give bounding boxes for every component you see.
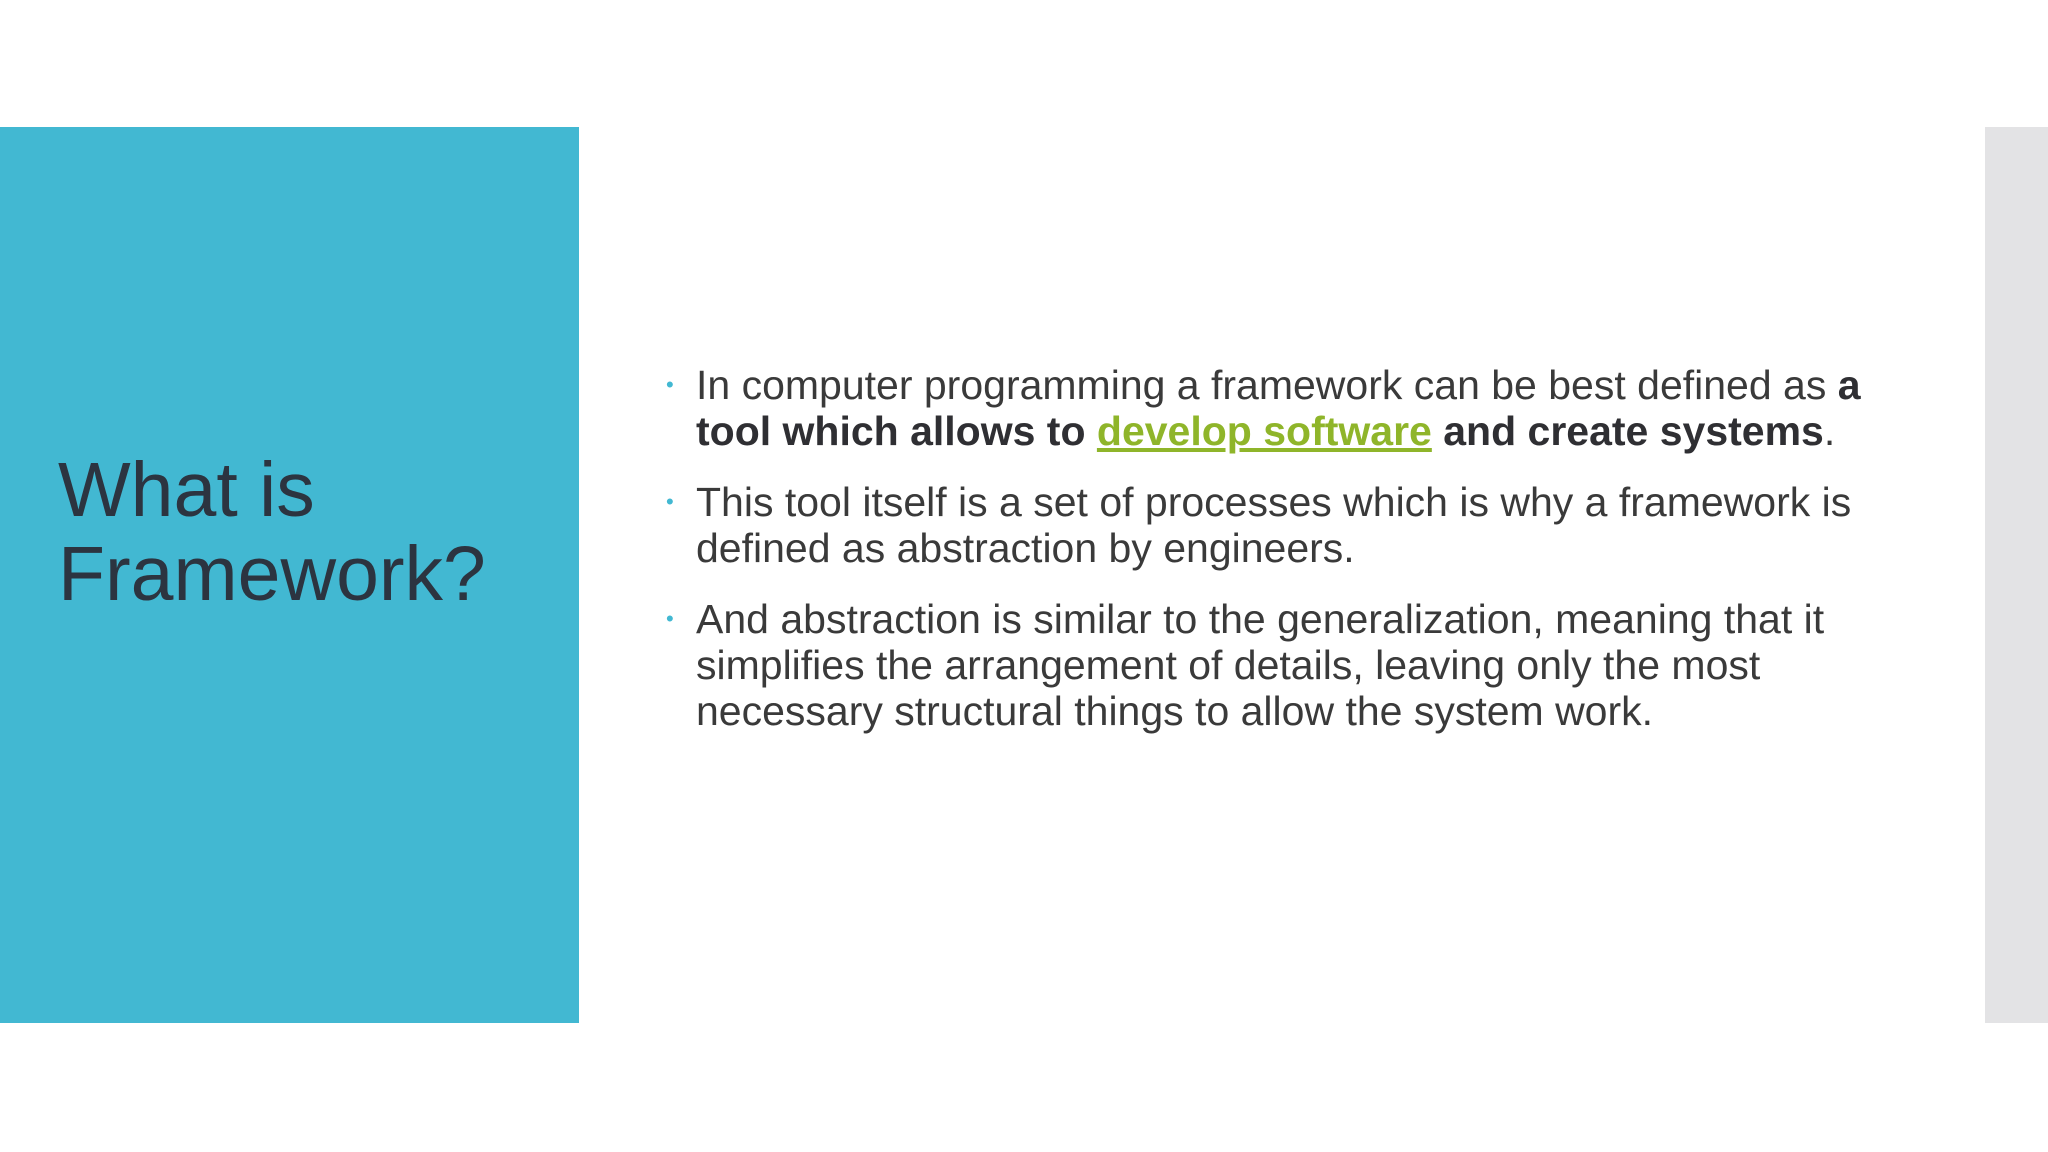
bullet-item bbox=[664, 362, 1884, 454]
title-line-1: What is bbox=[58, 447, 315, 533]
bullet-dot-icon: • bbox=[666, 372, 674, 397]
bullet-dot-icon: • bbox=[666, 489, 674, 514]
bullet-bold-text: a tool which allows to bbox=[696, 362, 1861, 454]
bullet-item bbox=[664, 479, 1884, 571]
bullet-text: In computer programming a framework can be best defined as bbox=[696, 362, 1838, 408]
bullet-item bbox=[664, 596, 1884, 734]
bullet-text: This tool itself is a set of processes which is why a framework is defined as abstraction by engineers. bbox=[696, 479, 1852, 571]
title-line-2: Framework? bbox=[58, 531, 486, 617]
bullet-text: . bbox=[1823, 408, 1836, 454]
slide-title bbox=[58, 448, 568, 616]
bullet-list bbox=[664, 362, 1884, 759]
bullet-dot-icon: • bbox=[666, 606, 674, 631]
develop-software-link[interactable]: develop software bbox=[1096, 408, 1432, 454]
bullet-text: And abstraction is similar to the generalization, meaning that it simplifies the arrangement of details, leaving only the most necessary structural things to allow the system work. bbox=[696, 596, 1825, 734]
bullet-bold-text: and create systems bbox=[1431, 408, 1824, 454]
side-strip bbox=[1985, 127, 2048, 1023]
